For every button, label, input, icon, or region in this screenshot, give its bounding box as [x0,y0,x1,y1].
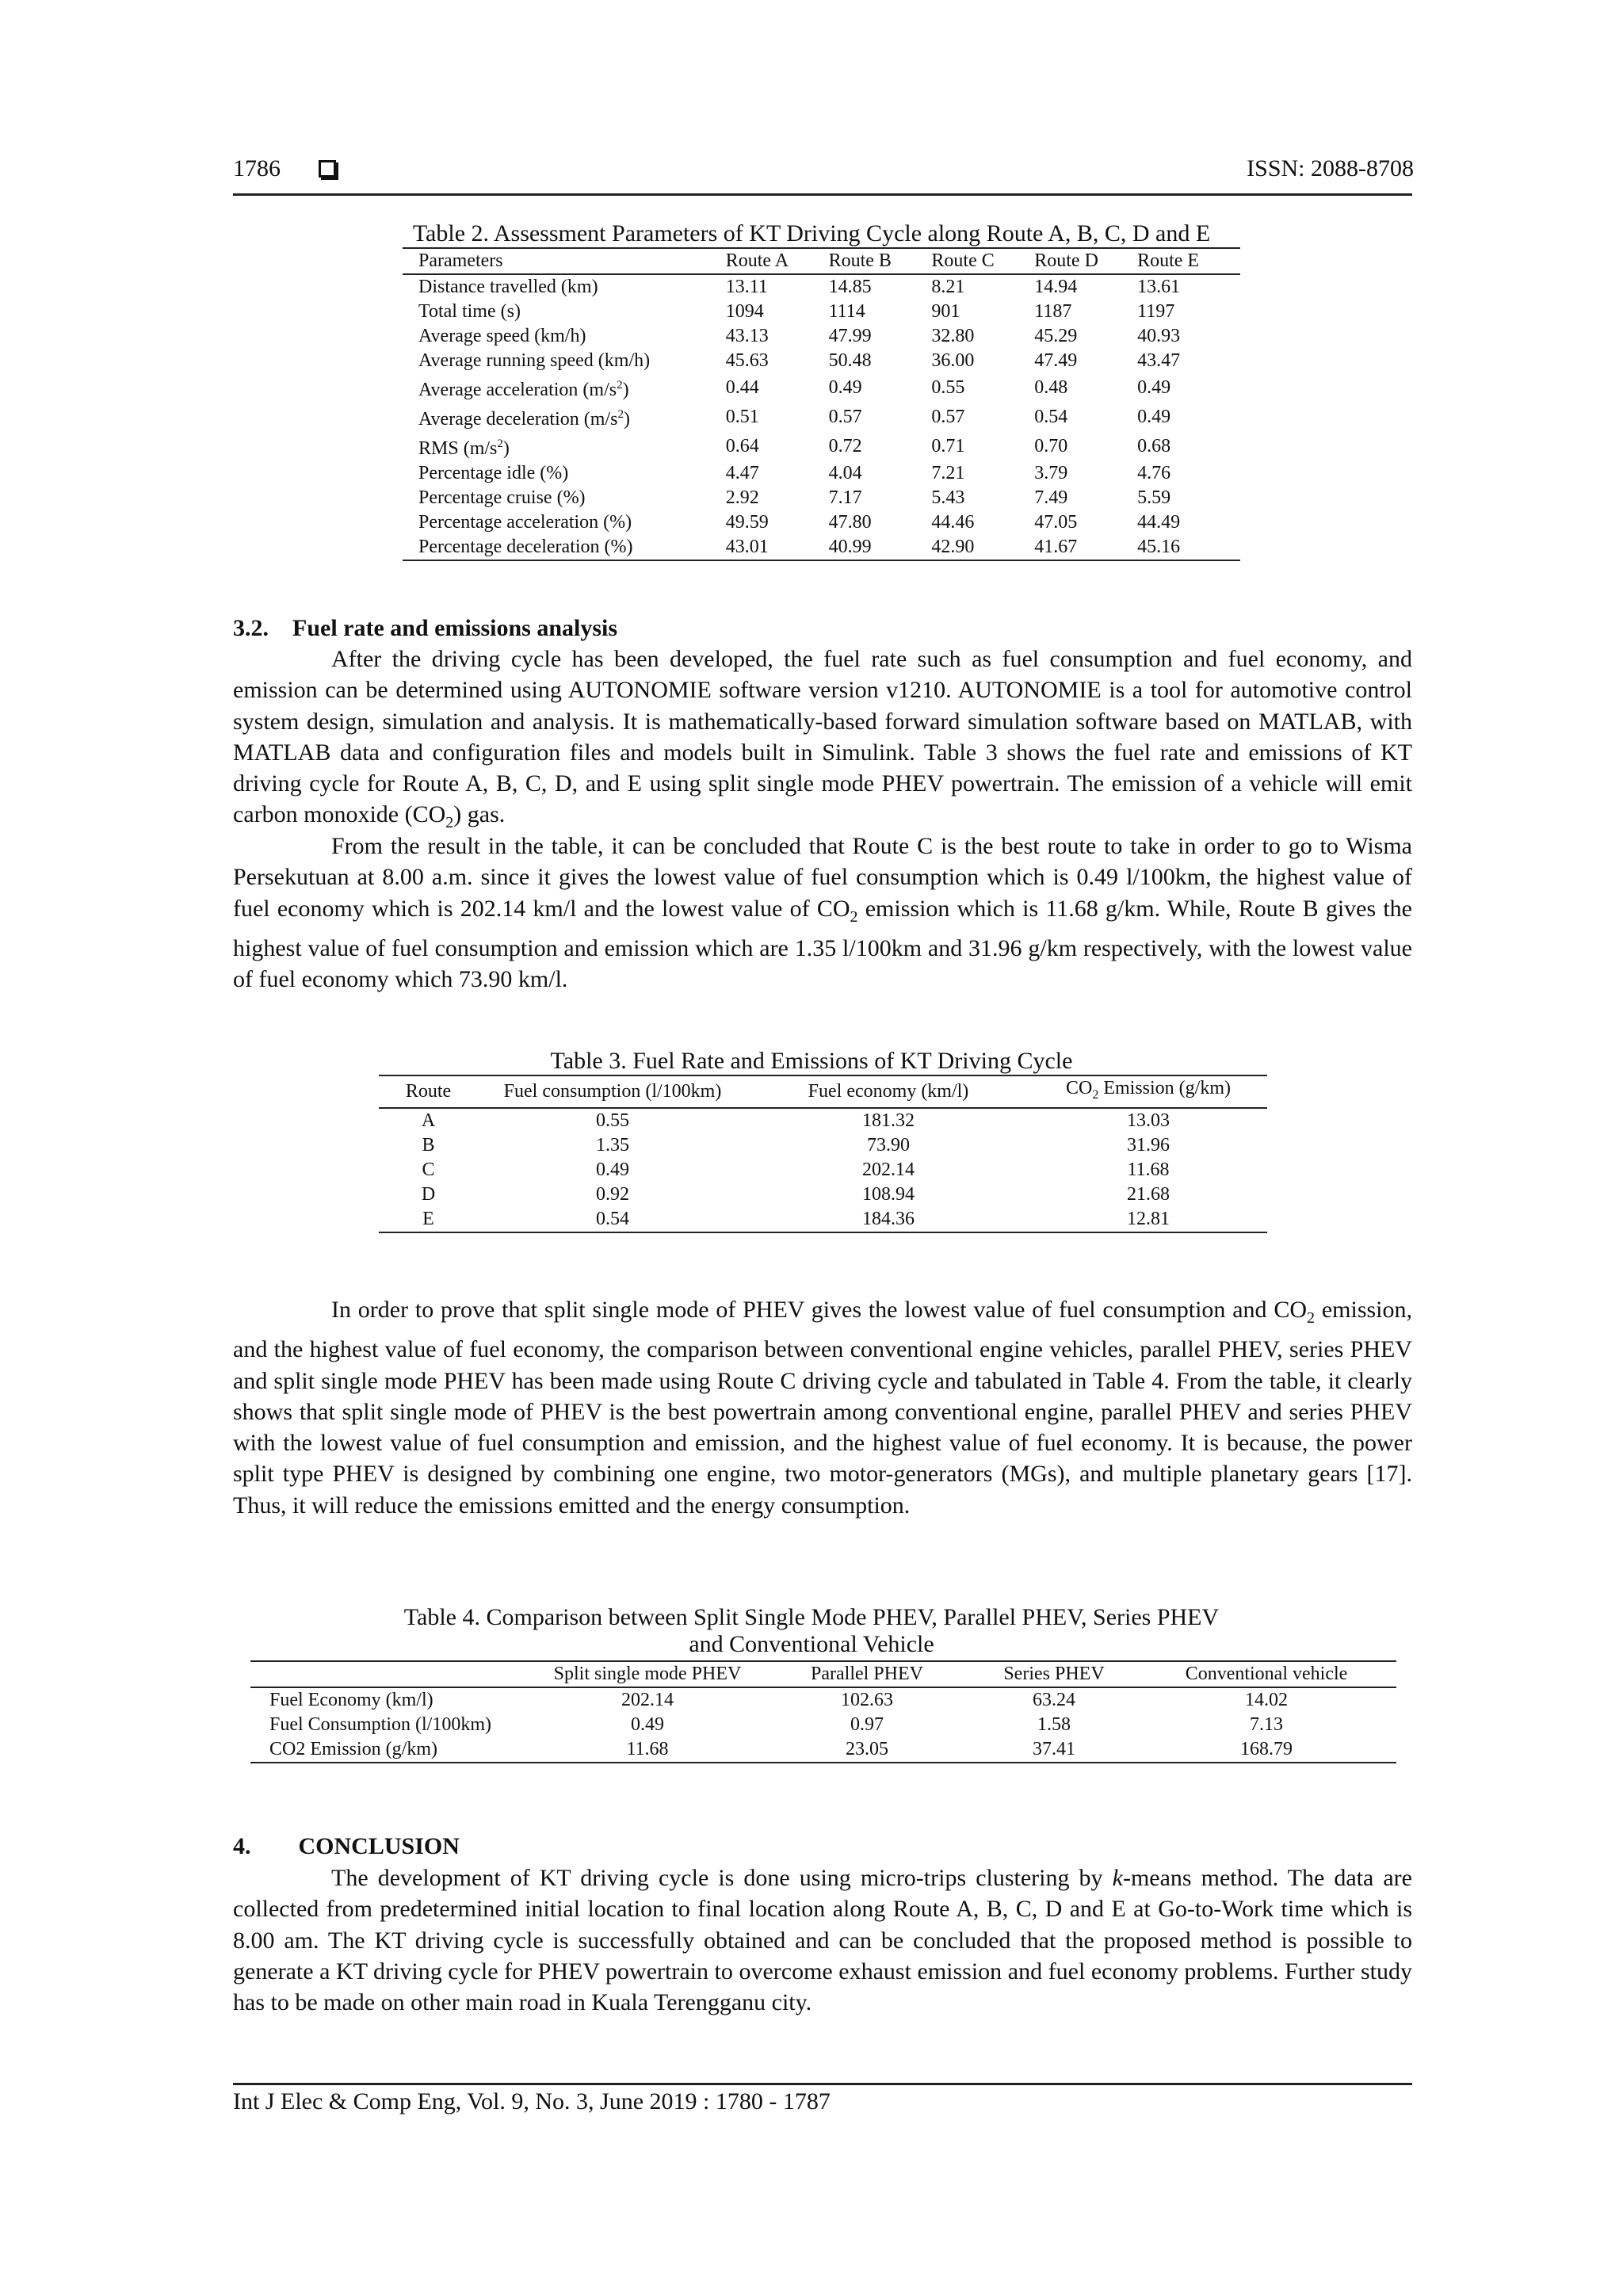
table-cell: 0.44 [725,377,759,398]
issn: ISSN: 2088-8708 [1247,155,1414,181]
table4-header-cell [250,1661,533,1687]
table-cell: 1114 [828,301,865,322]
table-cell: 0.55 [931,377,965,398]
table-cell: 50.48 [828,350,872,371]
table-cell: 1187 [1034,301,1072,322]
table-cell: 181.32 [862,1110,915,1131]
table4-caption-line1: Table 4. Comparison between Split Single Mode PHEV, Parallel PHEV, Series PHEV [403,1604,1220,1630]
table-cell: 1.35 [596,1134,629,1156]
table-cell: 23.05 [762,1737,972,1763]
table-cell: 13.11 [725,277,768,297]
table-cell: 44.46 [931,512,975,533]
table-cell: 7.17 [828,487,862,508]
table-row [403,324,1240,349]
table-cell: 5.43 [931,487,965,508]
table-cell: 7.21 [931,463,965,483]
table-row [403,461,1240,486]
table-cell: 168.79 [1136,1737,1396,1763]
table-cell: 8.21 [931,277,965,297]
table-cell: 0.92 [596,1183,629,1205]
table2-header-row [403,248,1240,274]
table-row [250,1687,1396,1713]
table-row [379,1182,1267,1207]
header-rule [233,193,1412,196]
table-cell: D [421,1183,436,1205]
table-cell: 47.80 [828,512,872,533]
table4-header-cell: Series PHEV [972,1661,1136,1687]
table3-header-cell: $CO_2$ Emission (g/km) [1029,1075,1267,1108]
table3-caption: Table 3. Fuel Rate and Emissions of KT Driving Cycle [550,1048,1073,1074]
paragraph: The development of KT driving cycle is done using micro-trips clustering by k-means method. The data are collected from predetermined initial location to final location along Route A, B, C, D and E at Go-to-Work time which is 8.00 am. The KT driving cycle is successfully obtained and can be concluded that the proposed method is possible to generate a KT driving cycle for PHEV powertrain to overcome exhaust emission and fuel economy problems. Further study has to be made on other main road in Kuala Terengganu city. [233,1865,1412,2016]
table-cell: 0.49 [631,1714,664,1735]
section-heading: 4. CONCLUSION [233,1833,460,1859]
table-cell: 47.05 [1034,512,1078,533]
table-cell: 0.49 [828,377,862,398]
page-number: 1786 [233,155,281,181]
table-cell: 43.01 [726,535,829,560]
page-header-left [233,155,336,182]
table-cell: 14.94 [1034,277,1078,297]
table-cell: 43.47 [1137,350,1181,371]
table-cell: 4.47 [725,463,759,483]
table-cell: 45.16 [1137,535,1240,560]
table3-header-row [379,1075,1267,1108]
row-label: Average speed (km/h) [418,326,586,346]
table2-header-cell: Route A [726,248,829,274]
table3-header-cell: Route [379,1075,478,1108]
row-label: CO2 Emission (g/km) [250,1737,533,1763]
footer-citation: Int J Elec & Comp Eng, Vol. 9, No. 3, June 2019 : 1780 - 1787 [233,2088,831,2115]
table3 [379,1075,1267,1233]
paragraph: From the result in the table, it can be concluded that Route C is the best route to take in order to go to Wisma Persekutuan at 8.00 a.m. since it gives the lowest value of fuel consumption which is 0.49 l/100km, the highest value of fuel economy which is 202.14 km/l and the lowest value of $CO_2$ emission which is 11.68 g/km. While, Route B gives the highest value of fuel consumption and emission which are 1.35 l/100km and 31.96 g/km respectively, with the lowest value of fuel economy which 73.90 km/l. [233,833,1412,993]
row-label: Percentage deceleration (%) [403,535,726,560]
table-cell: 45.63 [725,350,769,371]
table2 [403,247,1240,561]
table3-header-cell: Fuel consumption (l/100km) [478,1075,747,1108]
table4-header-cell: Conventional vehicle [1136,1661,1396,1687]
table-row [403,432,1240,461]
table-cell: 202.14 [621,1690,674,1710]
table-cell: E [379,1207,478,1232]
table-cell: 43.13 [725,326,769,346]
row-label: Distance travelled (km) [418,277,598,297]
square-bullet-icon [319,160,336,178]
table-cell: 2.92 [725,487,759,508]
table-cell: 63.24 [1033,1690,1075,1710]
table-cell: A [421,1110,436,1131]
table-cell: 40.99 [829,535,932,560]
table-row [250,1713,1396,1737]
table-cell: 4.76 [1137,463,1171,483]
table-cell: 0.57 [931,407,965,427]
table-cell: 0.97 [850,1714,884,1735]
table-cell: 202.14 [862,1159,915,1180]
table-cell: 45.29 [1034,326,1078,346]
row-label: Percentage acceleration (%) [418,512,632,533]
table-cell: C [422,1159,435,1180]
table-cell: 40.93 [1137,326,1181,346]
table-row [379,1158,1267,1182]
table-cell: 32.80 [931,326,975,346]
table-cell: 108.94 [862,1183,915,1205]
table-cell: 11.68 [533,1737,762,1763]
table-row [379,1207,1267,1232]
table-row [379,1108,1267,1133]
table-cell: 5.59 [1137,487,1171,508]
table-cell: 14.02 [1245,1690,1288,1710]
table-row [403,510,1240,535]
table-cell: 13.61 [1137,277,1181,297]
table-cell: 0.54 [478,1207,747,1232]
row-label: Percentage idle (%) [418,463,569,483]
table-row [403,274,1240,300]
table-cell: 11.68 [1127,1159,1170,1180]
table2-header-cell: Route E [1137,248,1240,274]
table-cell: 0.49 [1137,407,1171,427]
table-cell: 21.68 [1127,1183,1170,1205]
table-cell: 901 [931,301,960,322]
table-cell: 0.72 [828,436,862,457]
table2-header-cell: Route D [1034,248,1137,274]
table-cell: 13.03 [1127,1110,1170,1131]
table-cell: 0.55 [596,1110,629,1131]
table2-caption: Table 2. Assessment Parameters of KT Driving Cycle along Route A, B, C, D and E [412,220,1211,246]
table-cell: 1.58 [1037,1714,1071,1735]
table-row [403,486,1240,510]
table-cell: 7.13 [1250,1714,1283,1735]
table-cell: 41.67 [1034,535,1137,560]
table-row [403,373,1240,403]
table2-header-cell: Route B [829,248,932,274]
table-cell: 0.57 [828,407,862,427]
table-cell: 4.04 [828,463,862,483]
table4-header-row [250,1661,1396,1687]
table-cell: 42.90 [931,535,1034,560]
row-label: Percentage cruise (%) [418,487,586,508]
table-row [403,535,1240,560]
table-cell: 0.49 [1137,377,1171,398]
table-row [250,1737,1396,1763]
row-label: Average acceleration $(m/s^2)$ [418,379,629,400]
table-cell: 7.49 [1034,487,1068,508]
table-cell: B [422,1134,435,1156]
row-label: Average deceleration $(m/s^2)$ [418,408,630,430]
table-cell: 0.70 [1034,436,1068,457]
row-label: Fuel Economy (km/l) [269,1690,433,1710]
table-cell: 47.49 [1034,350,1078,371]
table4-header-cell: Parallel PHEV [762,1661,972,1687]
table4-caption-line2: and Conventional Vehicle [689,1631,934,1657]
table-cell: 47.99 [828,326,872,346]
table-cell: 31.96 [1127,1134,1170,1156]
table-cell: 0.48 [1034,377,1068,398]
paragraph: In order to prove that split single mode of PHEV gives the lowest value of fuel consumption and $CO_2$ emission, and the highest value of fuel economy, the comparison between conventional engine vehicles, parallel PHEV, series PHEV and split single mode PHEV has been made using Route C driving cycle and tabulated in Table 4. From the table, it clearly shows that split single mode of PHEV is the best powertrain among conventional engine, parallel PHEV and series PHEV with the lowest value of fuel consumption and emission, and the highest value of fuel economy. It is because, the power split type PHEV is designed by combining one engine, two motor-generators (MGs), and multiple planetary gears [17]. Thus, it will reduce the emissions emitted and the energy consumption. [233,1297,1413,1519]
table-cell: 36.00 [931,350,975,371]
table-cell: 1094 [725,301,764,322]
table4 [250,1660,1396,1763]
row-label: Total time (s) [418,301,521,322]
table-cell: 0.68 [1137,436,1171,457]
table-cell: 37.41 [972,1737,1136,1763]
table-cell: 102.63 [841,1690,893,1710]
table-row [403,349,1240,373]
paragraph: After the driving cycle has been developed, the fuel rate such as fuel consumption and fuel economy, and emission can be determined using AUTONOMIE software version v1210. AUTONOMIE is a tool for automotive control system design, simulation and analysis. It is mathematically-based forward simulation software based on MATLAB, with MATLAB data and configuration files and models built in Simulink. Table 3 shows the fuel rate and emissions of KT driving cycle for Route A, B, C, D, and E using split single mode PHEV powertrain. The emission of a vehicle will emit carbon monoxide $(CO_2)$ gas. [233,646,1412,832]
table-row [403,300,1240,324]
table2-header-cell: Route C [931,248,1034,274]
section-heading: 3.2. Fuel rate and emissions analysis [233,615,618,641]
table3-header-cell: Fuel economy (km/l) [747,1075,1029,1108]
table2-header-cell: Parameters [403,248,726,274]
table-cell: 49.59 [725,512,769,533]
table-cell: 184.36 [747,1207,1029,1232]
footer-rule [233,2083,1412,2085]
table-row [403,403,1240,432]
table-cell: 3.79 [1034,463,1068,483]
table-cell: 73.90 [867,1134,910,1156]
table-cell: 0.64 [725,436,759,457]
table-cell: 12.81 [1029,1207,1267,1232]
row-label: Fuel Consumption (l/100km) [269,1714,492,1735]
row-label: Average running speed (km/h) [418,350,651,371]
table-cell: 0.49 [596,1159,629,1180]
table-cell: 0.54 [1034,407,1068,427]
row-label: RMS $(m/s^2)$ [418,437,510,459]
table-row [379,1133,1267,1158]
table-cell: 1197 [1137,301,1175,322]
table-cell: 0.51 [725,407,759,427]
table-cell: 44.49 [1137,512,1181,533]
table4-header-cell: Split single mode PHEV [533,1661,762,1687]
table-cell: 14.85 [828,277,872,297]
table-cell: 0.71 [931,436,965,457]
